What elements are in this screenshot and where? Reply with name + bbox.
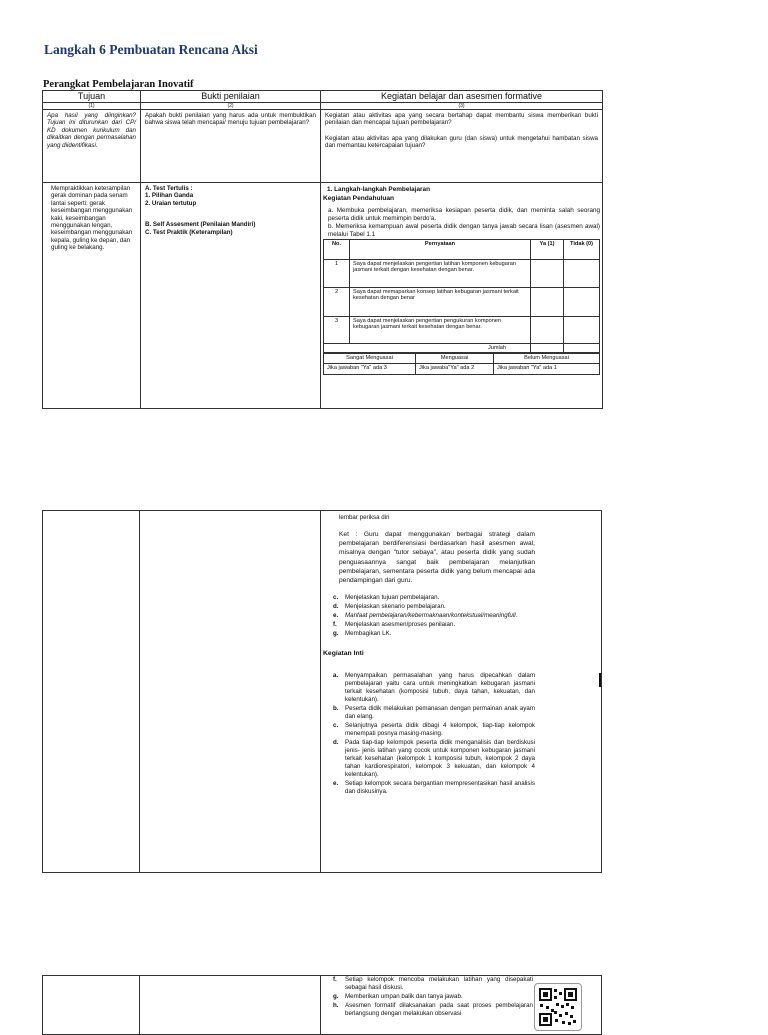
list-item: a. Menyampaikan permasalahan yang harus dipecahkan dalam pembelajaran yaitu cara untuk meningkatkan kebugaran jasmani terkait kesehatan (komposisi tubuh, daya tahan, kekuatan, dan kelentukan). (333, 672, 535, 704)
inner-header: Tidak (0) (564, 239, 600, 259)
statement-text: Saya dapat menjelaskan pengertian latihan komponen kebugaran jasmani terkait dengan kesehatan dengan benar. (350, 259, 531, 287)
list-item: f. Setiap kelompok mencoba melakukan latihan yang disepakati sebagai hasil diskusi. (333, 976, 533, 991)
page-2 (42, 510, 602, 873)
page-3 (42, 975, 602, 1035)
mastery-level: Menguasai (416, 354, 494, 364)
answer-tidak (564, 316, 600, 343)
guide-kegiatan (321, 110, 603, 183)
statement-no: 1 (324, 259, 350, 287)
answer-tidak (564, 259, 600, 287)
answer-tidak (564, 287, 600, 316)
answer-ya (531, 316, 564, 343)
col-number: (1) (43, 103, 141, 110)
list-item: c. Menjelaskan tujuan pembelajaran. (333, 594, 440, 602)
list-item: d. Pada tiap-tiap kelompok peserta didik menganalisis dan berdiskusi jenis- jenis latihan yang cocok untuk komponen kebugaran jasmani terkait kesehatan (kelompok 1 komposisi tubuh, kelompok 2 daya tahan kardiorespiratori, kelompok 3 kekuatan, dan kelompok 4 kelentukan). (333, 739, 535, 779)
jumlah-label: Jumlah (324, 343, 531, 353)
continuation-table-3 (42, 975, 602, 1035)
list-item: g. Membagikan LK. (333, 630, 392, 638)
guide-kegiatan-b: Kegiatan atau aktivitas apa yang dilakukan guru (dan siswa) untuk mengetahui hambatan siswa dan memantau ketercapaian tujuan? (325, 134, 598, 150)
tujuan-cell-empty (43, 976, 140, 1035)
bukti-item: 2. Uraian tertutup (145, 199, 197, 207)
mastery-criteria: Jika jawaban "Ya" ada 1 (494, 364, 600, 375)
statement-text: Saya dapat menjelaskan pengertian pengukuran komponen kebugaran jasmani terkait kesehatan dengan benar. (350, 316, 531, 343)
list-item: b. Peserta didik melakukan pemanasan dengan permainan anak ayam dan elang. (333, 705, 535, 721)
page-heading: Langkah 6 Pembuatan Rencana Aksi (44, 42, 258, 57)
header-tujuan: Tujuan (43, 91, 141, 103)
bukti-item: A. Test Tertulis : (145, 185, 193, 192)
bukti-item: C. Test Praktik (Keterampilan) (145, 228, 233, 236)
tujuan-cell-empty (43, 511, 140, 873)
step-b: b. Memeriksa kemampuan awal peserta didik dengan tanya jawab secara lisan (asesmen awal) melalui Tabel 1.1 (328, 222, 600, 238)
list-item: f. Menjelaskan asesmen/proses penilaian. (333, 621, 456, 629)
list-item: c. Selanjutnya peserta didik dibagi 4 kelompok, tiap-tiap kelompok menempati posnya masing-masing. (333, 722, 535, 738)
col-number: (3) (321, 103, 603, 110)
lembar-text: lembar periksa diri (339, 514, 390, 521)
pendahuluan-list (327, 594, 595, 638)
list-item: d. Menjelaskan skenario pembelajaran. (333, 603, 446, 611)
guide-kegiatan-a: Kegiatan atau aktivitas apa yang secara bertahap dapat membantu siswa memberikan bukti penilaian dan mencapai tujuan pembelajaran? (325, 112, 598, 127)
inner-header: Ya (1) (531, 239, 564, 259)
self-check-table (323, 239, 600, 354)
kegiatan-cell (321, 183, 603, 409)
bukti-cell-empty (140, 511, 321, 873)
steps-title: 1. Langkah-langkah Pembelajaran (327, 186, 430, 193)
inner-header: Pernyataan (350, 239, 531, 259)
inti-title: Kegiatan Inti (323, 650, 364, 658)
step-a: a. Membuka pembelajaran, memeriksa kesiapan peserta didik, dan meminta salah seorang peserta didik untuk memimpin berdo'a. (328, 206, 600, 222)
col-number: (2) (141, 103, 321, 110)
mastery-table (323, 353, 600, 375)
jumlah-ya (531, 343, 564, 353)
inti-list (327, 672, 595, 796)
mastery-criteria: Jika jawaban "Ya" ada 3 (324, 364, 416, 375)
tujuan-cell: Mempraktikkan keterampilan gerak dominan pada senam lantai seperti: gerak keseimbangan menggunakan kaki, keseimbangan menggunakan lengan, keseimbangan menggunakan kepala, guling ke depan, dan guling ke belakang. (43, 183, 141, 409)
inner-header: No. (324, 239, 350, 259)
guide-tujuan: Apa hasil yang diinginkan? Tujuan ini diturunkan dari CP/ KD dokumen kurikulum dan dikaitkan dengan permasalahan yang diidentifikasi. (43, 110, 141, 183)
bukti-item: B. Self Assesment (Penilaian Mandiri) (145, 221, 256, 229)
list-item: h. Asesmen formatif dilaksanakan pada saat proses pembelajaran berlangsung dengan melakukan observasi (333, 1002, 533, 1017)
list-item: e. Setiap kelompok secara bergantian mempresentasikan hasil analisis dan diskusinya. (333, 780, 535, 796)
pendahuluan-title: Kegiatan Pendahuluan (323, 195, 395, 203)
text-cursor (599, 673, 601, 687)
bukti-cell-empty (140, 976, 321, 1035)
mastery-level: Sangat Menguasai (324, 354, 416, 364)
statement-no: 3 (324, 316, 350, 343)
list-item: g. Memberikan umpan balik dan tanya jawab. (333, 993, 463, 1000)
section-subheading: Perangkat Pembelajaran Inovatif (43, 79, 194, 90)
action-plan-table (42, 90, 603, 409)
statement-text: Saya dapat memaparkan konsep latihan kebugaran jasmani terkait kesehatan dengan benar (350, 287, 531, 316)
continuation-table (42, 510, 602, 873)
answer-ya (531, 259, 564, 287)
kegiatan-cell-2 (321, 511, 602, 873)
guide-bukti: Apakah bukti penilaian yang harus ada untuk membuktikan bahwa siswa telah mencapai/ menuju tujuan pembelajaran? (141, 110, 321, 183)
statement-no: 2 (324, 287, 350, 316)
answer-ya (531, 287, 564, 316)
list-item: e. Manfaat pembelajaran/kebermaknaan/kontekstual/meaningfull. (333, 612, 518, 620)
mastery-criteria: Jika jawaba"Ya" ada 2 (416, 364, 494, 375)
ket-paragraph: Ket : Guru dapat menggunakan berbagai strategi dalam pembelajaran berdiferensiasi berdasarkan hasil asesmen awal, misalnya dengan "tutor sebaya", atau peserta didik yang sudah penguasaannya sangat baik pembelajaran melanjutkan pembelajaran, sementara peserta didik yang belum mencapai ada pendampingan dari guru. (339, 531, 535, 585)
bukti-item: 1. Pilihan Ganda (145, 192, 194, 200)
mastery-level: Belum Menguasai (494, 354, 600, 364)
header-kegiatan: Kegiatan belajar dan asesmen formative (321, 91, 603, 103)
bukti-cell (141, 183, 321, 409)
jumlah-tidak (564, 343, 600, 353)
header-bukti: Bukti penilaian (141, 91, 321, 103)
